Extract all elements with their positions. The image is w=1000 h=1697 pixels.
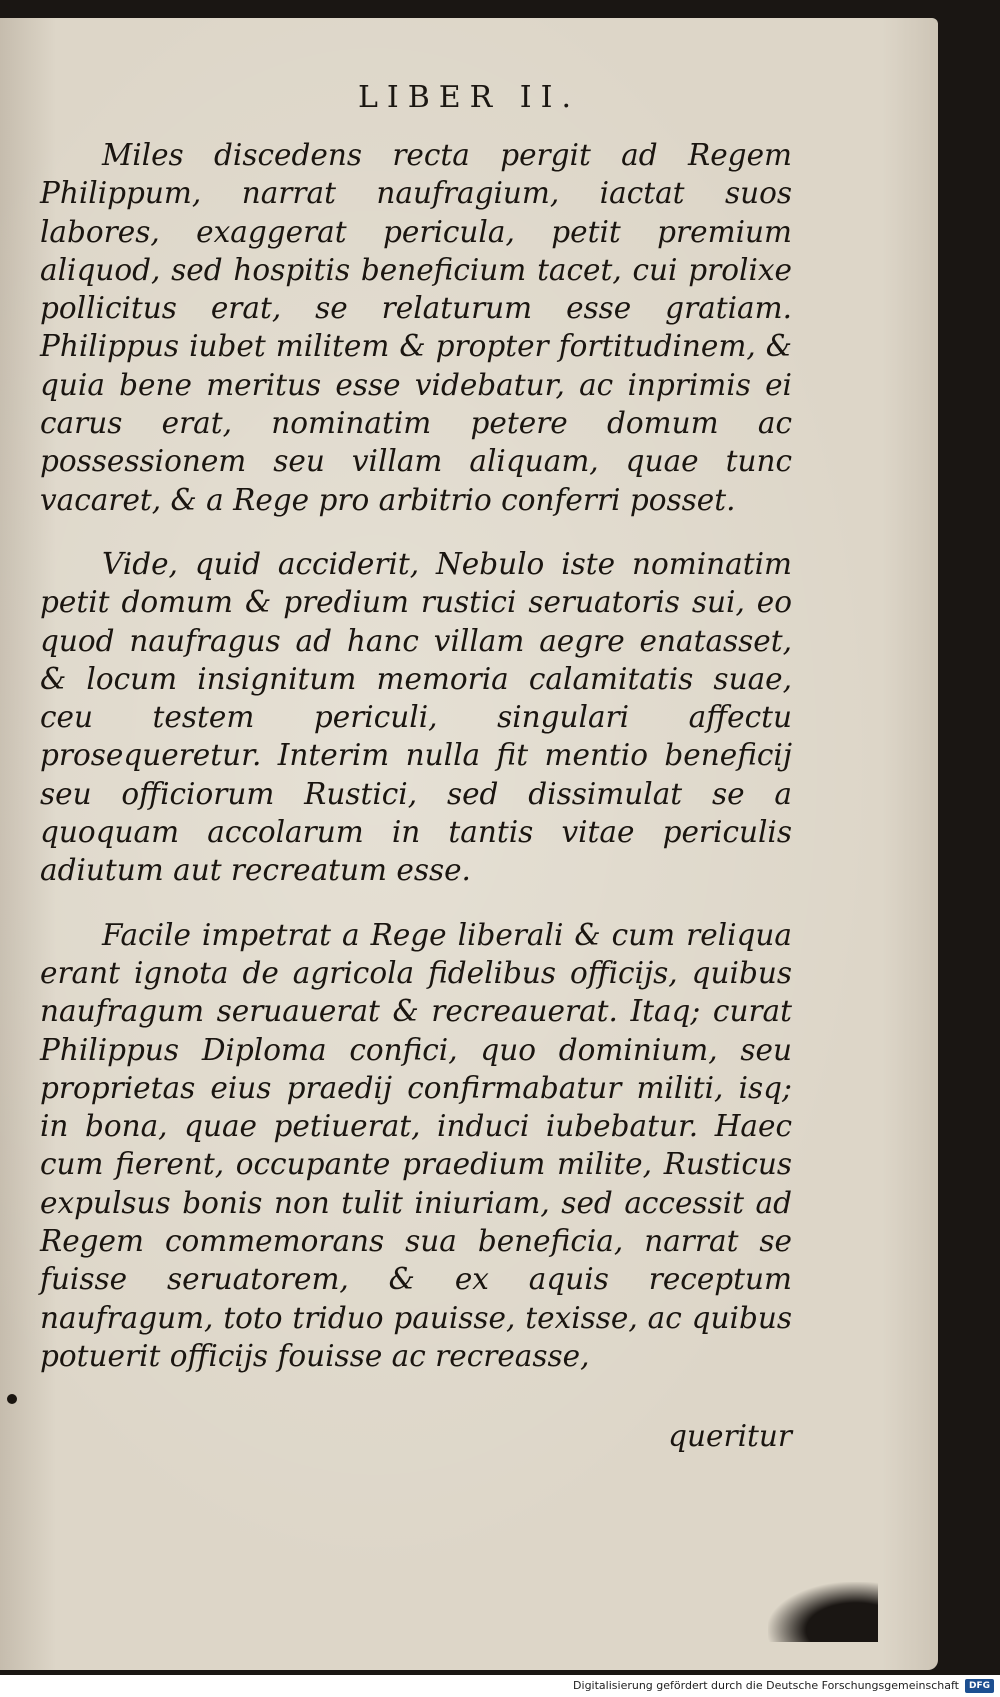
paragraph-2: Vide, quid acciderit, Nebulo iste nominatim petit domum & predium rustici seruatoris sui, eo quod naufragus ad hanc villam aegre enatasset, & locum insignitum memoria calamitatis suae, ceu testem periculi, singulari affectu prosequeretur. Interim nulla fit mentio beneficij seu officiorum Rustici, sed dissimulat se a quoquam accolarum in tantis vitae periculis adiutum aut recreatum esse. <box>40 546 792 888</box>
digitization-footer <box>0 1675 1000 1697</box>
funding-credit: Digitalisierung gefördert durch die Deutsche Forschungsgemeinschaft <box>573 1679 959 1692</box>
margin-ink-dot <box>7 1394 17 1404</box>
paragraph-1: Miles discedens recta pergit ad Regem Philippum, narrat naufragium, iactat suos labores, exaggerat pericula, petit premium aliquod, sed hospitis beneficium tacet, cui prolixe pollicitus erat, se relaturum esse gratiam. Philippus iubet militem & propter fortitudinem, & quia bene meritus esse videbatur, ac inprimis ei carus erat, nominatim petere domum ac possessionem seu villam aliquam, quae tunc vacaret, & a Rege pro arbitrio conferri posset. <box>40 138 792 517</box>
catchword: queritur <box>668 1419 792 1453</box>
body-text <box>40 136 792 1401</box>
paragraph-3: Facile impetrat a Rege liberali & cum reliqua erant ignota de agricola fidelibus officijs, quibus naufragum seruauerat & recreauerat. Itaq; curat Philippus Diploma confici, quo dominium, seu proprietas eius praedij confirmabatur militi, isq; in bona, quae petiuerat, induci iubebatur. Haec cum fierent, occupante praedium milite, Rusticus expulsus bonis non tulit iniuriam, sed accessit ad Regem commemorans sua beneficia, narrat se fuisse seruatorem, & ex aquis receptum naufragum, toto triduo pauisse, texisse, ac quibus potuerit officijs fouisse ac recreasse, <box>40 917 792 1373</box>
book-page <box>0 18 938 1670</box>
dfg-logo-icon: DFG <box>965 1679 994 1693</box>
worn-page-corner <box>768 1582 878 1642</box>
running-header: LIBER II. <box>357 80 581 115</box>
